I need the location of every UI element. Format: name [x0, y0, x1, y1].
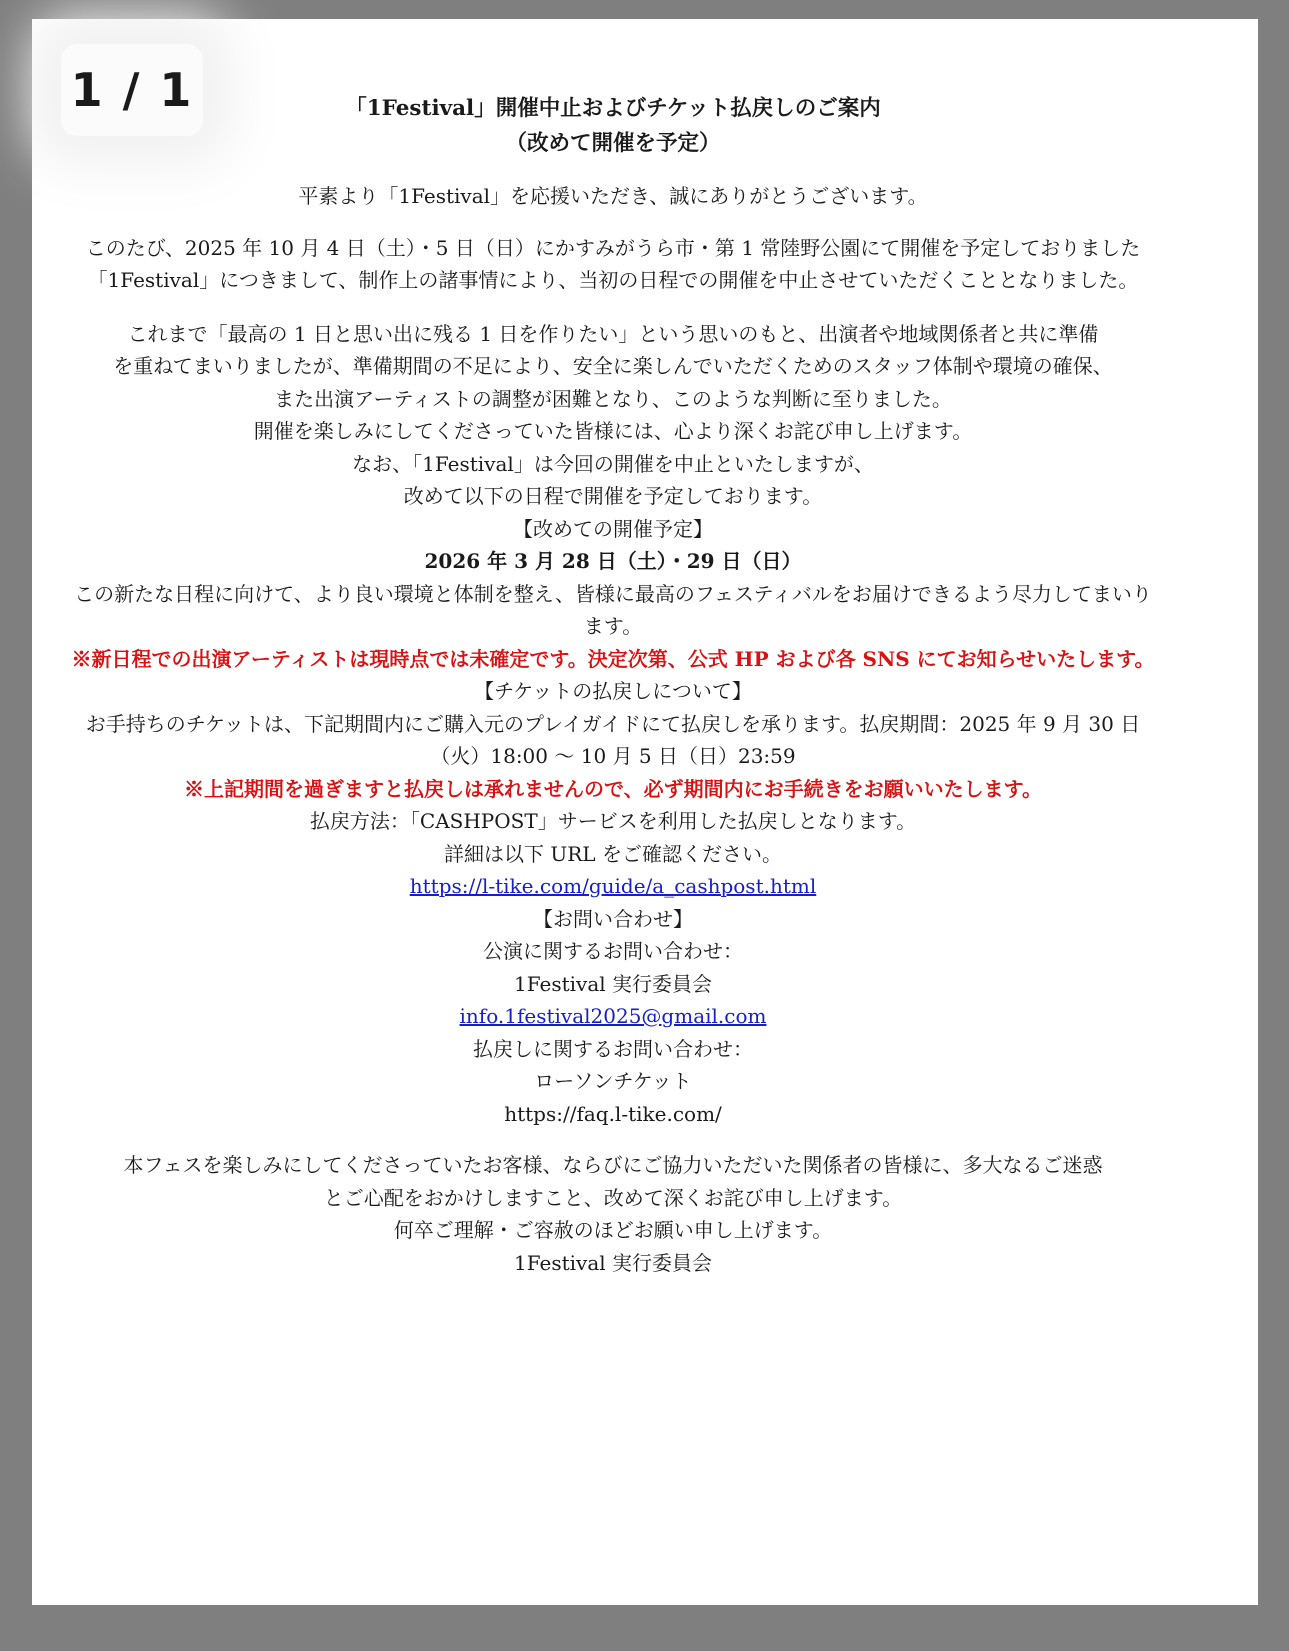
refund-url-link[interactable]: https://l-tike.com/guide/a_cashpost.html — [409, 874, 817, 898]
contact-show-org: 1Festival 実行委員会 — [513, 971, 713, 996]
contact-refund-org: ローソンチケット — [534, 1069, 692, 1093]
note-line-1: なお、「1Festival」は今回の開催を中止といたしますが、 — [352, 451, 874, 476]
apology-text: 開催を楽しみにしてくださっていた皆様には、心より深くお詫び申し上げます。 — [253, 419, 973, 443]
document-title: 「1Festival」開催中止およびチケット払戻しのご案内 — [345, 96, 881, 121]
refund-warning: ※上記期間を過ぎますと払戻しは承れませんので、必ず期間内にお手続きをお願いいたします。 — [184, 776, 1042, 801]
note-line-2: 改めて以下の日程で開催を予定しております。 — [403, 484, 823, 508]
contact-refund-label: 払戻しに関するお問い合わせ： — [473, 1036, 753, 1061]
greeting-text: 平素より「1Festival」を応援いただき、誠にありがとうございます。 — [298, 184, 928, 208]
intro-paragraph: このたび、2025 年 10 月 4 日（土）・5 日（日）にかすみがうら市・第 1 常陸野公園にて開催を予定しておりました「1Festival」につきまして、制作上の諸事情により、当初の日程での開催を中止させていただくこととなりました。 — [85, 235, 1141, 292]
refund-method: 払戻方法：「CASHPOST」サービスを利用した払戻しとなります。 — [309, 809, 917, 833]
closing-line-2: とご心配をおかけしますこと、改めて深くお詫び申し上げます。 — [323, 1185, 903, 1210]
document-subtitle: （改めて開催を予定） — [505, 131, 721, 156]
closing-line-1: 本フェスを楽しみにしてくださっていたお客様、ならびにご協力いただいた関係者の皆様に、多大なるご迷惑 — [123, 1153, 1103, 1177]
new-schedule-heading: 【改めての開催予定】 — [513, 516, 713, 541]
reason-line-2: を重ねてまいりましたが、準備期間の不足により、安全に楽しんでいただくためのスタッフ体制や環境の確保、 — [113, 354, 1113, 378]
reason-line-3: また出演アーティストの調整が困難となり、このような判断に至りました。 — [274, 386, 952, 411]
contact-refund-url: https://faq.l-tike.com/ — [504, 1101, 722, 1126]
refund-text: お手持ちのチケットは、下記期間内にご購入元のプレイガイドにて払戻しを承ります。払戻期間：2025 年 9 月 30 日（火）18:00 〜 10 月 5 日（日）23:59 — [85, 711, 1141, 768]
contact-email-link[interactable]: info.1festival2025@gmail.com — [459, 1004, 767, 1028]
signature: 1Festival 実行委員会 — [513, 1250, 713, 1275]
artist-notice: ※新日程での出演アーティストは現時点では未確定です。決定次第、公式 HP および各 SNS にてお知らせいたします。 — [71, 646, 1155, 671]
new-schedule-text: この新たな日程に向けて、より良い環境と体制を整え、皆様に最高のフェスティバルをお届けできるよう尽力してまいります。 — [74, 581, 1152, 638]
refund-details: 詳細は以下 URL をご確認ください。 — [444, 841, 782, 866]
contact-show-label: 公演に関するお問い合わせ： — [483, 939, 743, 963]
reason-line-1: これまで「最高の 1 日と思い出に残る 1 日を作りたい」という思いのもと、出演者や地域関係者と共に準備 — [127, 321, 1099, 346]
contact-heading: 【お問い合わせ】 — [533, 906, 693, 931]
new-schedule-date: 2026 年 3 月 28 日（土）・29 日（日） — [424, 549, 802, 573]
refund-heading: 【チケットの払戻しについて】 — [474, 679, 752, 703]
page-indicator: 1 / 1 — [61, 44, 203, 136]
document-body — [70, 72, 1156, 1279]
closing-line-3: 何卒ご理解・ご容赦のほどお願い申し上げます。 — [393, 1218, 833, 1242]
